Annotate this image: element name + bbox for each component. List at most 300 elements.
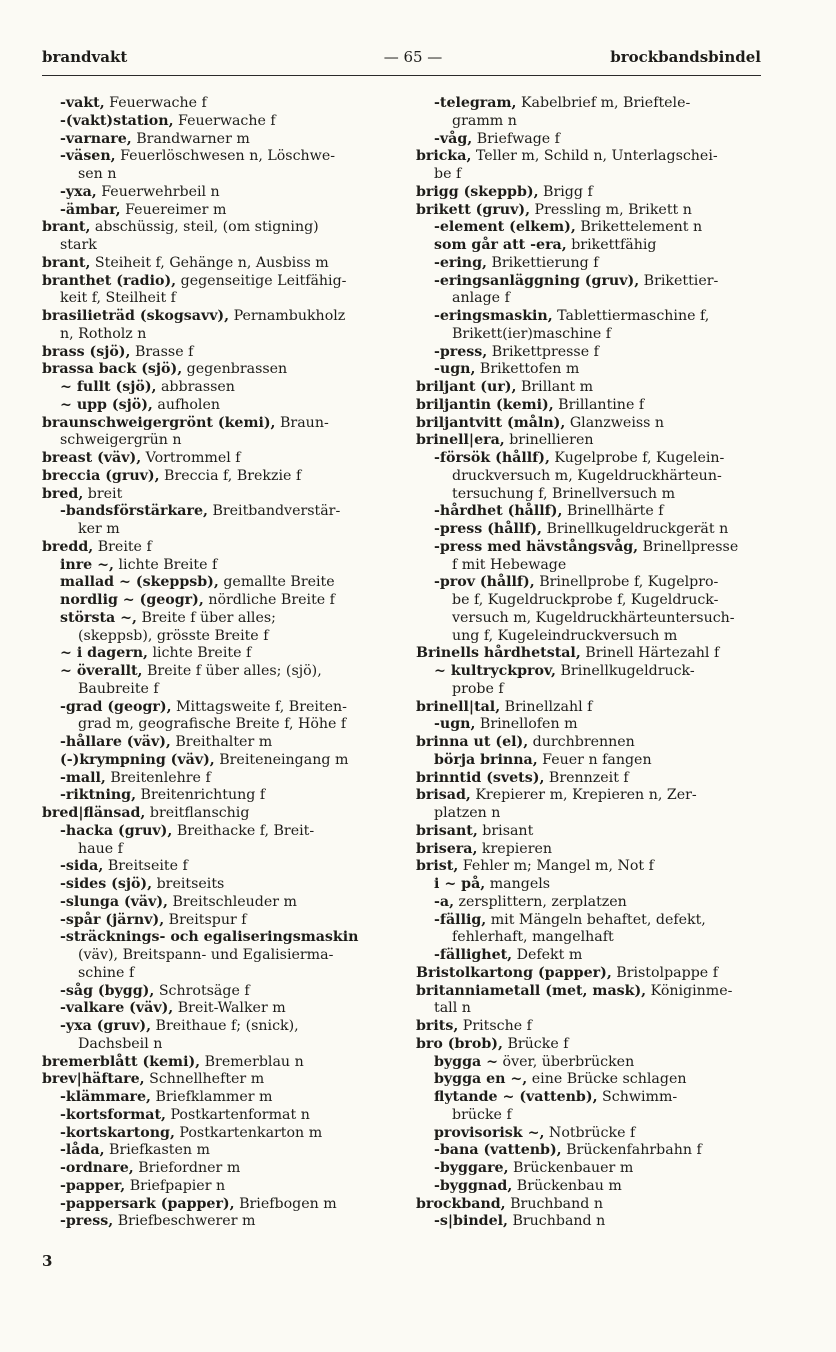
translation: Feuerwache f	[104, 95, 207, 111]
translation: tall n	[434, 1000, 471, 1017]
entry-line	[42, 1196, 394, 1214]
entry-line	[416, 1089, 764, 1107]
translation: Briefordner m	[133, 1160, 241, 1176]
entry-line	[416, 947, 764, 965]
headword: brigg (skeppb),	[416, 183, 539, 200]
translation: Teller m, Schild n, Unterlagschei-	[471, 148, 718, 165]
entry-line	[42, 716, 394, 734]
dictionary-entry	[416, 912, 764, 948]
entry-line	[42, 876, 394, 894]
dictionary-entry	[42, 1018, 394, 1054]
translation: Bruchband n	[505, 1195, 603, 1212]
translation: Brikettofen m	[475, 361, 580, 378]
translation: Briefkasten m	[104, 1142, 210, 1159]
headword: -eringsmaskin,	[434, 308, 553, 324]
translation: Briefpapier n	[125, 1177, 226, 1194]
dictionary-entry	[416, 273, 764, 309]
translation: tersuchung f, Brinellversuch m	[452, 485, 676, 502]
entry-line	[416, 1178, 764, 1196]
translation: fehlerhaft, mangelhaft	[452, 929, 614, 946]
translation: Breitenrichtung f	[136, 787, 266, 804]
translation: Pressling m, Brikett n	[530, 201, 692, 218]
entry-line	[416, 273, 764, 291]
translation: Kabelbrief m, Brieftele-	[516, 95, 691, 111]
dictionary-entry	[42, 113, 394, 131]
translation: Brinellzahl f	[500, 698, 593, 715]
entry-line	[42, 823, 394, 841]
translation: be f, Kugeldruckprobe f, Kugeldruck-	[452, 592, 719, 608]
headword: -grad (geogr),	[60, 698, 172, 715]
translation: gemallte Breite	[218, 574, 335, 591]
headword: bred|flänsad,	[42, 805, 146, 821]
translation: n, Rotholz n	[60, 325, 147, 342]
translation: sen n	[78, 166, 117, 182]
translation: lichte Breite f	[147, 645, 252, 662]
translation: breitflanschig	[145, 805, 250, 821]
dictionary-entry	[416, 148, 764, 184]
headword: brikett (gruv),	[416, 201, 531, 218]
translation: stark	[60, 237, 97, 253]
headword: -fällig,	[434, 911, 487, 928]
translation: lichte Breite f	[113, 556, 218, 573]
translation: Brinellkugeldruckgerät n	[541, 521, 729, 537]
headword: -såg (bygg),	[60, 982, 155, 999]
entry-line	[42, 1054, 394, 1072]
entry-line	[42, 787, 394, 805]
headword: -försök (hållf),	[434, 450, 550, 466]
headword: -väsen,	[60, 148, 116, 165]
translation: Breithaue f; (snick),	[151, 1018, 299, 1034]
translation: Feuerwache f	[173, 112, 276, 129]
entry-line	[416, 1213, 764, 1231]
dictionary-entry	[416, 131, 764, 149]
headword: -a,	[434, 893, 455, 910]
dictionary-entry	[42, 539, 394, 557]
entry-line	[42, 734, 394, 752]
headword: -fällighet,	[434, 947, 513, 963]
translation: Briefwage f	[472, 130, 560, 147]
dictionary-entry	[416, 699, 764, 717]
headword: brinntid (svets),	[416, 769, 545, 786]
headword: -varnare,	[60, 130, 132, 147]
translation: Pernambukholz	[229, 308, 346, 324]
entry-line	[416, 610, 764, 628]
dictionary-entry	[416, 734, 764, 752]
dictionary-entry	[42, 397, 394, 415]
headword: briljant (ur),	[416, 379, 517, 395]
entry-line	[416, 521, 764, 539]
headword: brist,	[416, 858, 459, 875]
translation: Brinellofen m	[475, 716, 578, 733]
entry-line	[42, 361, 394, 379]
translation: Brillant m	[516, 379, 594, 395]
headword: brassa back (sjö),	[42, 361, 183, 378]
dictionary-entry	[416, 1178, 764, 1196]
headword: i ~ på,	[434, 876, 486, 892]
entry-line	[416, 734, 764, 752]
translation: versuch m, Kugeldruckhärteuntersuch-	[452, 609, 735, 626]
dictionary-entry	[416, 344, 764, 362]
entry-line	[42, 1089, 394, 1107]
dictionary-entry	[42, 95, 394, 113]
dictionary-entry	[42, 823, 394, 859]
entry-line	[42, 468, 394, 486]
translation: Braun-	[275, 414, 329, 431]
translation: Glanzweiss n	[565, 414, 665, 431]
dictionary-entry	[416, 1089, 764, 1125]
headword: bredd,	[42, 538, 94, 555]
entry-line	[42, 1036, 394, 1054]
headword: -byggnad,	[434, 1177, 513, 1194]
dictionary-entry	[42, 202, 394, 220]
headword: bricka,	[416, 148, 472, 165]
entry-line	[42, 983, 394, 1001]
dictionary-entry	[416, 432, 764, 450]
translation: ker m	[78, 521, 120, 537]
translation: anlage f	[452, 290, 510, 307]
translation: be f	[434, 166, 462, 182]
dictionary-entry	[416, 1071, 764, 1089]
entry-line	[42, 663, 394, 681]
right-column	[416, 95, 764, 1231]
translation: Pritsche f	[458, 1018, 532, 1034]
dictionary-entry	[416, 539, 764, 575]
entry-line	[42, 131, 394, 149]
headword: -spår (järnv),	[60, 911, 165, 928]
translation: ung f, Kugeleindruckversuch m	[452, 627, 678, 644]
translation: nördliche Breite f	[203, 592, 335, 608]
signature-mark: 3	[42, 1252, 53, 1270]
entry-line	[42, 1018, 394, 1036]
entry-line	[416, 823, 764, 841]
entry-line	[416, 1036, 764, 1054]
headword: -ordnare,	[60, 1160, 134, 1176]
entry-line	[416, 131, 764, 149]
headword: -ering,	[434, 254, 487, 271]
dictionary-entry	[42, 1213, 394, 1231]
entry-line	[42, 1000, 394, 1018]
entry-line	[42, 1213, 394, 1231]
headword: brits,	[416, 1018, 459, 1034]
translation: Brinellkugeldruck-	[556, 663, 695, 679]
headword: brinell|era,	[416, 432, 505, 449]
entry-line	[42, 841, 394, 859]
dictionary-entry	[416, 841, 764, 859]
entry-line	[42, 770, 394, 788]
entry-line	[42, 858, 394, 876]
headword: -riktning,	[60, 787, 137, 804]
dictionary-entry	[416, 1196, 764, 1214]
translation: grad m, geografische Breite f, Höhe f	[78, 716, 347, 733]
entry-line	[416, 574, 764, 592]
headword: -prov (hållf),	[434, 574, 535, 591]
headword: -bandsförstärkare,	[60, 503, 208, 520]
entry-line	[416, 219, 764, 237]
headword: brisad,	[416, 787, 471, 804]
dictionary-entry	[42, 610, 394, 646]
entry-line	[416, 539, 764, 557]
headword: brant,	[42, 254, 91, 271]
headword: -valkare (väv),	[60, 1000, 174, 1017]
translation: brücke f	[452, 1106, 512, 1123]
entry-line	[42, 379, 394, 397]
dictionary-entry	[42, 699, 394, 735]
translation: Schrotsäge f	[154, 982, 250, 999]
entry-line	[42, 894, 394, 912]
translation: Kugelprobe f, Kugelein-	[549, 450, 725, 466]
dictionary-entry	[416, 876, 764, 894]
entry-line	[416, 361, 764, 379]
headword: -press med hävstångsvåg,	[434, 538, 639, 555]
translation: Brückenbauer m	[508, 1160, 634, 1176]
dictionary-entry	[416, 663, 764, 699]
dictionary-entry	[42, 929, 394, 982]
dictionary-entry	[42, 912, 394, 930]
headword: -press,	[60, 1213, 114, 1230]
headword: ~ kultryckprov,	[434, 663, 556, 679]
dictionary-entry	[416, 521, 764, 539]
translation: Feuereimer m	[120, 201, 227, 218]
entry-line	[416, 326, 764, 344]
headword: -hacka (gruv),	[60, 822, 173, 839]
entry-line	[42, 645, 394, 663]
headword: -ämbar,	[60, 201, 121, 218]
dictionary-entry	[416, 858, 764, 876]
dictionary-entry	[416, 574, 764, 645]
dictionary-entry	[42, 219, 394, 255]
headword: brisera,	[416, 840, 478, 857]
header-rule	[42, 75, 761, 76]
translation: Brikettier-	[639, 272, 719, 289]
headword: breast (väv),	[42, 450, 142, 466]
entry-line	[42, 432, 394, 450]
headword: -vakt,	[60, 95, 105, 111]
entry-line	[416, 681, 764, 699]
translation: Dachsbeil n	[78, 1035, 163, 1052]
headword: -(vakt)station,	[60, 112, 174, 129]
translation: Mittagsweite f, Breiten-	[171, 698, 347, 715]
translation: Breitschleuder m	[168, 893, 298, 910]
translation: schine f	[78, 964, 135, 981]
headword: -yxa,	[60, 183, 97, 200]
translation: Breiteneingang m	[214, 751, 349, 768]
translation: brinellieren	[504, 432, 594, 449]
entry-line	[42, 1142, 394, 1160]
entry-line	[42, 1071, 394, 1089]
dictionary-entry	[42, 983, 394, 1001]
translation: Brennzeit f	[544, 769, 629, 786]
dictionary-entry	[416, 947, 764, 965]
headword: inre ~,	[60, 556, 114, 573]
translation: Brücke f	[502, 1035, 569, 1052]
headword: -yxa (gruv),	[60, 1018, 152, 1034]
dictionary-entry	[416, 237, 764, 255]
entry-line	[416, 805, 764, 823]
entry-line	[416, 716, 764, 734]
headword: briljantin (kemi),	[416, 396, 554, 413]
entry-line	[416, 663, 764, 681]
headword: -telegram,	[434, 95, 517, 111]
translation: Tablettiermaschine f,	[552, 308, 710, 324]
dictionary-entry	[42, 574, 394, 592]
translation: mangels	[485, 876, 551, 892]
dictionary-entry	[42, 1071, 394, 1089]
headword: bro (brob),	[416, 1035, 503, 1052]
translation: Brikettpresse f	[487, 343, 599, 360]
translation: Breitspur f	[164, 911, 247, 928]
translation: brisant	[477, 822, 534, 839]
entry-line	[416, 113, 764, 131]
dictionary-entry	[42, 344, 394, 362]
entry-line	[416, 468, 764, 486]
dictionary-entry	[42, 894, 394, 912]
dictionary-entry	[42, 379, 394, 397]
dictionary-entry	[416, 645, 764, 663]
translation: Briefbeschwerer m	[113, 1213, 256, 1230]
entry-line	[416, 148, 764, 166]
entry-line	[42, 628, 394, 646]
translation: Krepierer m, Krepieren n, Zer-	[470, 787, 697, 804]
translation: Feuer n fangen	[537, 751, 652, 768]
entry-line	[416, 699, 764, 717]
dictionary-entry	[416, 894, 764, 912]
entry-line	[42, 344, 394, 362]
dictionary-entry	[416, 308, 764, 344]
headword: -sida,	[60, 858, 104, 875]
translation: Breitseite f	[103, 858, 188, 875]
translation: eine Brücke schlagen	[527, 1071, 687, 1088]
dictionary-entry	[416, 1018, 764, 1036]
entry-line	[416, 379, 764, 397]
headword: -papper,	[60, 1177, 126, 1194]
translation: Postkartenkarton m	[174, 1124, 323, 1141]
translation: Briefklammer m	[150, 1089, 273, 1105]
dictionary-entry	[42, 876, 394, 894]
entry-line	[42, 255, 394, 273]
translation: schweigergrün n	[60, 432, 182, 449]
dictionary-entry	[416, 255, 764, 273]
translation: Baubreite f	[78, 680, 159, 697]
dictionary-entry	[42, 805, 394, 823]
headword: provisorisk ~,	[434, 1124, 545, 1141]
entry-line	[416, 645, 764, 663]
entry-line	[42, 237, 394, 255]
entry-line	[416, 166, 764, 184]
headword: -våg,	[434, 130, 473, 147]
translation: Feuerlöschwesen n, Löschwe-	[115, 148, 336, 165]
dictionary-entry	[42, 770, 394, 788]
entry-line	[42, 610, 394, 628]
translation: Postkartenformat n	[165, 1106, 310, 1123]
entry-line	[416, 432, 764, 450]
dictionary-entry	[42, 184, 394, 202]
entry-line	[416, 983, 764, 1001]
entry-line	[42, 166, 394, 184]
entry-line	[42, 1178, 394, 1196]
headword: -slunga (väv),	[60, 893, 168, 910]
translation: Breccia f, Brekzie f	[159, 467, 302, 484]
dictionary-entry	[42, 858, 394, 876]
dictionary-entry	[416, 184, 764, 202]
entry-line	[42, 184, 394, 202]
entry-line	[42, 1125, 394, 1143]
translation: Breit-Walker m	[173, 1000, 286, 1017]
translation: Breite f über alles; (sjö),	[142, 663, 322, 679]
headword: -element (elkem),	[434, 219, 576, 236]
translation: Breitenlehre f	[105, 769, 211, 786]
dictionary-entry	[42, 1089, 394, 1107]
translation: Brinell Härtezahl f	[580, 645, 720, 662]
dictionary-entry	[416, 503, 764, 521]
dictionary-entry	[42, 131, 394, 149]
headword: -bana (vattenb),	[434, 1142, 562, 1159]
translation: gegenseitige Leitfähig-	[176, 272, 347, 289]
translation: Steiheit f, Gehänge n, Ausbiss m	[90, 254, 329, 271]
headword: bremerblått (kemi),	[42, 1053, 201, 1070]
dictionary-entry	[416, 1142, 764, 1160]
headword: största ~,	[60, 609, 137, 626]
translation: Schwimm-	[597, 1089, 678, 1105]
dictionary-entry	[416, 415, 764, 433]
translation: Brasse f	[130, 343, 194, 360]
translation: abbrassen	[156, 379, 235, 395]
entry-line	[416, 344, 764, 362]
translation: Vortrommel f	[141, 450, 241, 466]
headword: brass (sjö),	[42, 343, 131, 360]
entry-line	[416, 290, 764, 308]
headword: briljantvitt (måln),	[416, 414, 566, 431]
entry-line	[416, 1142, 764, 1160]
running-header	[42, 48, 761, 70]
headword: -kortsformat,	[60, 1106, 166, 1123]
translation: Breithalter m	[170, 734, 273, 750]
translation: aufholen	[152, 396, 220, 413]
entry-line	[416, 752, 764, 770]
headword: bygga ~	[434, 1053, 499, 1070]
headword: brisant,	[416, 822, 478, 839]
entry-line	[42, 219, 394, 237]
entry-line	[42, 574, 394, 592]
entry-line	[42, 503, 394, 521]
entry-line	[416, 397, 764, 415]
translation: zersplittern, zerplatzen	[454, 893, 627, 910]
headword: som går att -era,	[434, 237, 567, 253]
translation: durchbrennen	[528, 734, 635, 750]
entry-line	[42, 202, 394, 220]
translation: Brinellhärte f	[562, 503, 664, 520]
dictionary-entry	[416, 95, 764, 131]
dictionary-entry	[416, 823, 764, 841]
entry-line	[42, 290, 394, 308]
headword: -hållare (väv),	[60, 734, 171, 750]
headword: flytande ~ (vattenb),	[434, 1089, 598, 1105]
headword: brinna ut (el),	[416, 734, 529, 750]
translation: Briefbogen m	[234, 1195, 337, 1212]
entry-line	[42, 397, 394, 415]
translation: Breite f über alles;	[136, 609, 276, 626]
dictionary-entry	[42, 415, 394, 451]
headword: -press,	[434, 343, 488, 360]
translation: (väv), Breitspann- und Egalisierma-	[78, 947, 334, 963]
entry-line	[416, 770, 764, 788]
entry-line	[416, 184, 764, 202]
headword: ~ i dagern,	[60, 645, 148, 662]
dictionary-entry	[416, 752, 764, 770]
translation: Bruchband n	[507, 1213, 606, 1230]
entry-line	[416, 787, 764, 805]
entry-line	[42, 681, 394, 699]
dictionary-entry	[416, 965, 764, 983]
